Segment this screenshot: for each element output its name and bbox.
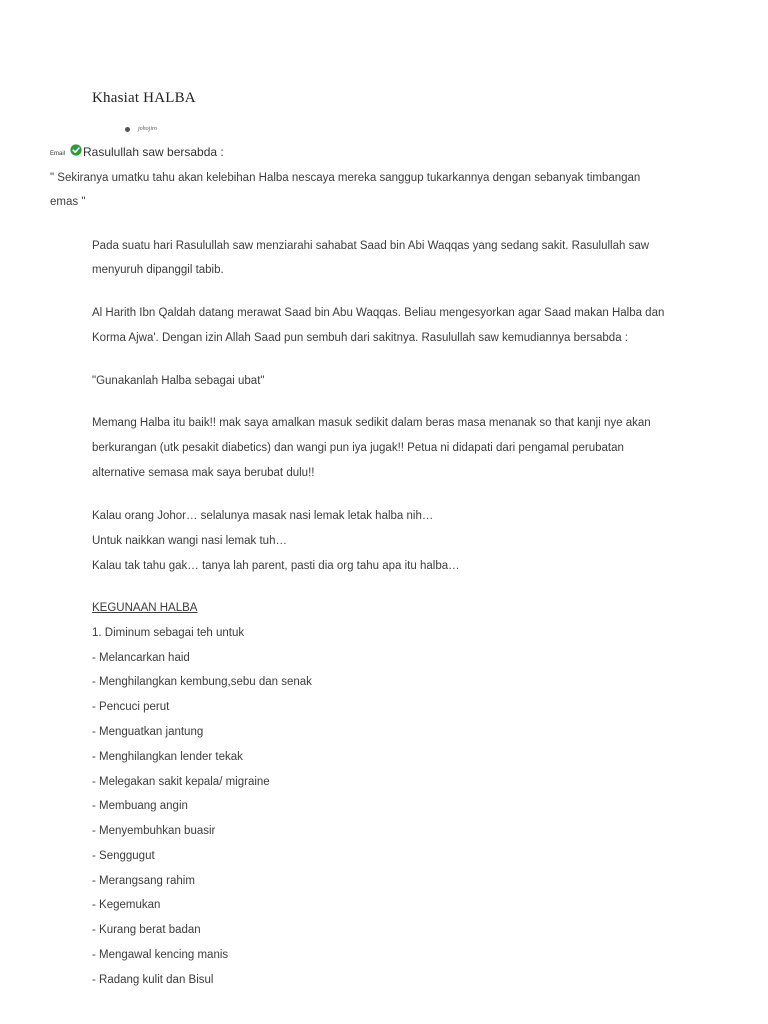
page-title: Khasiat HALBA: [92, 90, 196, 106]
list-item: - Menyembuhkan buasir: [92, 825, 216, 837]
paragraph-line: Memang Halba itu baik!! mak saya amalkan masuk sedikit dalam beras masa menanak so that kanji nye akan: [92, 417, 651, 429]
email-label[interactable]: Email: [50, 151, 66, 157]
author-name[interactable]: johojiro: [138, 126, 158, 132]
list-item: - Melancarkan haid: [92, 652, 190, 664]
hadith-line: " Sekiranya umatku tahu akan kelebihan Halba nescaya mereka sanggup tukarkannya dengan sebanyak timbangan: [50, 172, 641, 184]
list-intro: 1. Diminum sebagai teh untuk: [92, 627, 245, 639]
paragraph-line: Untuk naikkan wangi nasi lemak tuh…: [92, 535, 287, 547]
list-item: - Mengawal kencing manis: [92, 949, 229, 961]
hadith-intro: Rasulullah saw bersabda :: [83, 145, 224, 159]
list-item: - Senggugut: [92, 850, 155, 862]
list-item: - Kegemukan: [92, 899, 161, 911]
hadith-line: emas ": [50, 196, 86, 208]
paragraph-line: Al Harith Ibn Qaldah datang merawat Saad bin Abu Waqqas. Beliau mengesyorkan agar Saad makan Halba dan: [92, 307, 665, 319]
list-item: - Menghilangkan lender tekak: [92, 751, 243, 763]
paragraph-line: Korma Ajwa'. Dengan izin Allah Saad pun sembuh dari sakitnya. Rasulullah saw kemudiannya bersabda :: [92, 332, 628, 344]
list-item: - Pencuci perut: [92, 701, 170, 713]
list-item: - Membuang angin: [92, 800, 188, 812]
quote-line: "Gunakanlah Halba sebagai ubat": [92, 375, 265, 387]
paragraph-line: alternative semasa mak saya berubat dulu!!: [92, 467, 315, 479]
paragraph-line: berkurangan (utk pesakit diabetics) dan wangi pun iya jugak!! Petua ni didapati dari pengamal perubatan: [92, 442, 624, 454]
bullet-icon: [125, 127, 130, 132]
paragraph-line: Kalau tak tahu gak… tanya lah parent, pasti dia org tahu apa itu halba…: [92, 560, 460, 572]
paragraph-line: Kalau orang Johor… selalunya masak nasi lemak letak halba nih…: [92, 510, 434, 522]
list-item: - Radang kulit dan Bisul: [92, 974, 214, 986]
list-item: - Melegakan sakit kepala/ migraine: [92, 776, 270, 788]
paragraph-line: menyuruh dipanggil tabib.: [92, 264, 224, 276]
section-heading: KEGUNAAN HALBA: [92, 602, 198, 614]
list-item: - Kurang berat badan: [92, 924, 201, 936]
list-item: - Menguatkan jantung: [92, 726, 204, 738]
paragraph-line: Pada suatu hari Rasulullah saw menziarahi sahabat Saad bin Abi Waqqas yang sedang sakit. Rasulullah saw: [92, 240, 650, 252]
list-item: - Merangsang rahim: [92, 875, 195, 887]
list-item: - Menghilangkan kembung,sebu dan senak: [92, 676, 312, 688]
check-circle-icon: [70, 143, 82, 155]
